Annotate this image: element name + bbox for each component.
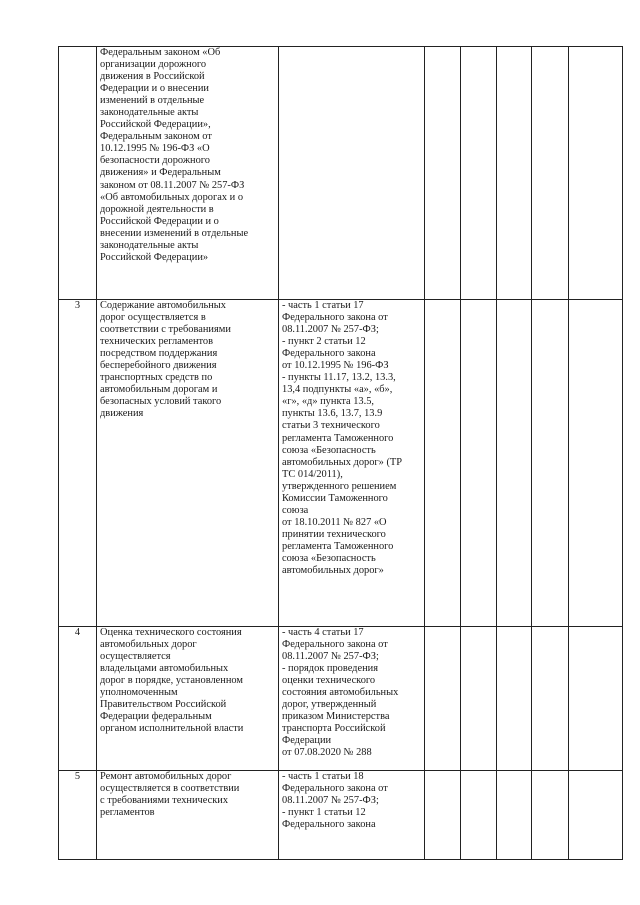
note-cell	[569, 627, 623, 771]
row-number: 3	[59, 300, 97, 627]
answer-extra-cell	[532, 47, 569, 300]
answer-na-cell	[497, 300, 532, 627]
reference-text: - часть 4 статьи 17 Федерального закона от 08.11.2007 № 257-ФЗ; - порядок проведения оценки технического состояния автомобильных дорог, утвержденный приказом Министерства транспорта Российской Федерации от 07.08.2020 № 288	[282, 627, 399, 759]
reference-cell	[279, 47, 425, 300]
requirement-text: Оценка технического состояния автомобильных дорог осуществляется владельцами автомобильных дорог в порядке, установленном уполномоченным Правительством Российской Федерации федеральным органом исполнительной власти	[100, 627, 244, 735]
reference-cell	[279, 627, 425, 771]
note-cell	[569, 47, 623, 300]
answer-no-cell	[461, 47, 497, 300]
requirement-text: Ремонт автомобильных дорог осуществляется в соответствии с требованиями технических регламентов	[100, 771, 240, 819]
answer-yes-cell	[425, 627, 461, 771]
reference-text: - часть 1 статьи 17 Федерального закона от 08.11.2007 № 257-ФЗ; - пункт 2 статьи 12 Федерального закона от 10.12.1995 № 196-ФЗ - пункты 11.17, 13.2, 13.3, 13,4 подпункты «а», «б», «г», «д» пункта 13.5, пункты 13.6, 13.7, 13.9 статьи 3 технического регламента Таможенного союза «Безопасность автомобильных дорог» (ТР ТС 014/2011), утвержденного решением Комиссии Таможенного союза от 18.10.2011 № 827 «О принятии технического регламента Таможенного союза «Безопасность автомобильных дорог»	[282, 300, 403, 577]
requirement-text: Федеральным законом «Об организации дорожного движения в Российской Федерации и о внесении изменений в отдельные законодательные акты Российской Федерации», Федеральным законом от 10.12.1995 № 196-ФЗ «О безопасности дорожного движения» и Федеральным законом от 08.11.2007 № 257-ФЗ «Об автомобильных дорогах и о дорожной деятельности в Российской Федерации и о внесении изменений в отдельные законодательные акты Российской Федерации»	[100, 47, 249, 263]
answer-na-cell	[497, 627, 532, 771]
answer-no-cell	[461, 300, 497, 627]
answer-yes-cell	[425, 300, 461, 627]
table-row	[59, 47, 623, 300]
requirements-table	[58, 46, 623, 860]
table-row	[59, 300, 623, 627]
table-row	[59, 771, 623, 860]
reference-cell	[279, 771, 425, 860]
answer-no-cell	[461, 771, 497, 860]
row-number: 4	[59, 627, 97, 771]
requirement-cell	[97, 771, 279, 860]
reference-cell	[279, 300, 425, 627]
note-cell	[569, 300, 623, 627]
requirement-text: Содержание автомобильных дорог осуществляется в соответствии с требованиями технических регламентов посредством поддержания бесперебойного движения транспортных средств по автомобильным дорогам и безопасных условий такого движения	[100, 300, 231, 420]
row-number	[59, 47, 97, 300]
requirement-cell	[97, 47, 279, 300]
answer-yes-cell	[425, 771, 461, 860]
answer-na-cell	[497, 771, 532, 860]
note-cell	[569, 771, 623, 860]
answer-yes-cell	[425, 47, 461, 300]
requirement-cell	[97, 627, 279, 771]
table-row	[59, 627, 623, 771]
requirement-cell	[97, 300, 279, 627]
answer-extra-cell	[532, 300, 569, 627]
reference-text: - часть 1 статьи 18 Федерального закона от 08.11.2007 № 257-ФЗ; - пункт 1 статьи 12 Федерального закона	[282, 771, 388, 831]
answer-extra-cell	[532, 771, 569, 860]
answer-no-cell	[461, 627, 497, 771]
answer-extra-cell	[532, 627, 569, 771]
row-number: 5	[59, 771, 97, 860]
answer-na-cell	[497, 47, 532, 300]
